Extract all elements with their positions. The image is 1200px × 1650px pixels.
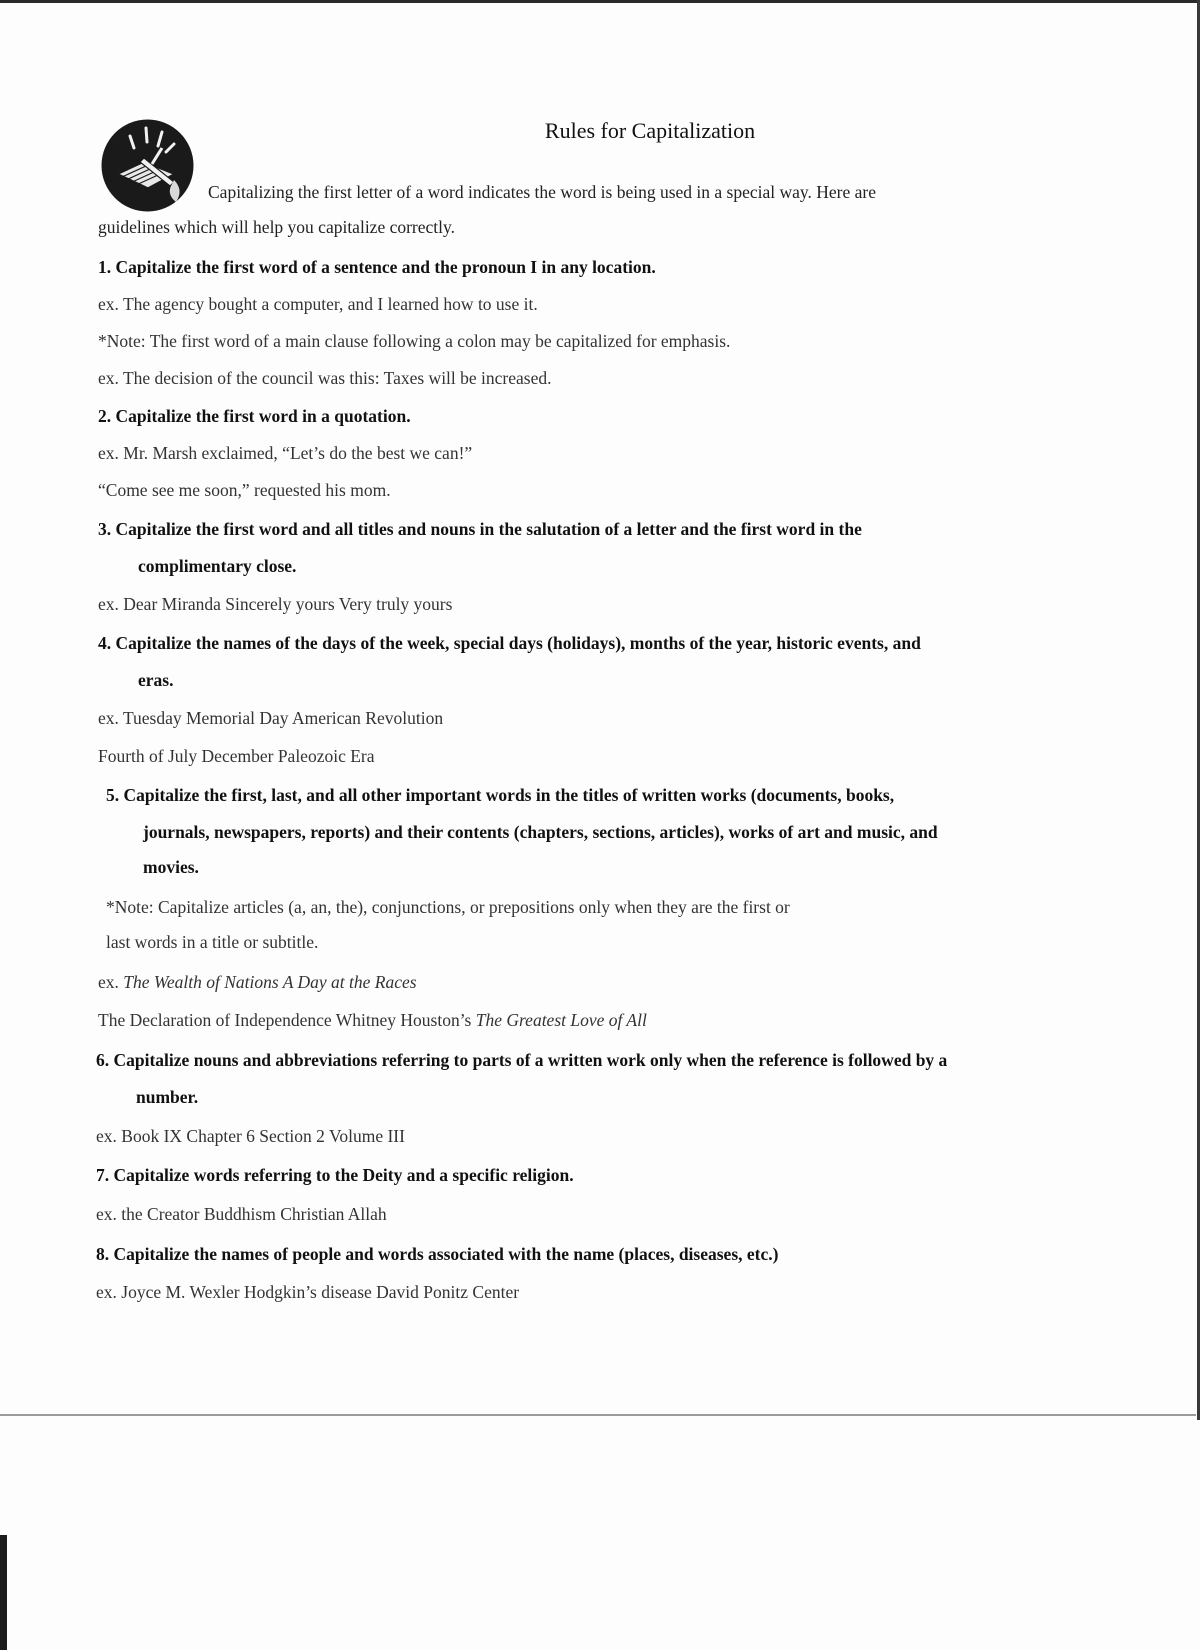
example-italic-song-title: The Greatest Love of All xyxy=(475,1010,647,1030)
rule-1-example: ex. The agency bought a computer, and I learned how to use it. xyxy=(98,294,538,314)
rule-7-example: ex. the Creator Buddhism Christian Allah xyxy=(96,1204,387,1224)
rule-6-example: ex. Book IX Chapter 6 Section 2 Volume III xyxy=(96,1126,405,1146)
rule-2-example: ex. Mr. Marsh exclaimed, “Let’s do the best we can!” xyxy=(98,443,473,463)
rule-5-example-2 xyxy=(98,1010,647,1031)
rule-2-example-2: “Come see me soon,” requested his mom. xyxy=(98,480,391,500)
rule-3-example: ex. Dear Miranda Sincerely yours Very truly yours xyxy=(98,594,453,614)
rule-4-line1: 4. Capitalize the names of the days of the week, special days (holidays), months of the year, historic events, and xyxy=(98,633,921,653)
rule-8: 8. Capitalize the names of people and words associated with the name (places, diseases, etc.) xyxy=(96,1244,779,1264)
rule-8-example: ex. Joyce M. Wexler Hodgkin’s disease David Ponitz Center xyxy=(96,1282,520,1302)
writing-hand-icon xyxy=(100,118,195,213)
document-title: Rules for Capitalization xyxy=(544,118,756,143)
rule-5-example xyxy=(98,972,417,993)
example-italic-titles: The Wealth of Nations A Day at the Races xyxy=(123,972,417,992)
rule-3-line2: complimentary close. xyxy=(138,556,297,576)
rule-7: 7. Capitalize words referring to the Deity and a specific religion. xyxy=(96,1165,574,1185)
scan-edge-left-bar xyxy=(0,1535,7,1650)
rule-6-line1: 6. Capitalize nouns and abbreviations referring to parts of a written work only when the reference is followed by a xyxy=(96,1050,948,1070)
scan-edge-top xyxy=(0,0,1200,3)
scan-edge-bottom xyxy=(0,1414,1196,1416)
example-prefix: ex. xyxy=(98,972,119,992)
rule-6-line2: number. xyxy=(136,1087,199,1107)
rule-5-note-line1: *Note: Capitalize articles (a, an, the), conjunctions, or prepositions only when they are the first or xyxy=(106,897,790,917)
intro-text-line1: Capitalizing the first letter of a word indicates the word is being used in a special way. Here are xyxy=(208,182,877,202)
rule-4-example-2: Fourth of July December Paleozoic Era xyxy=(98,746,375,766)
rule-3-line1: 3. Capitalize the first word and all titles and nouns in the salutation of a letter and the first word in the xyxy=(98,519,862,539)
rule-5-line3: movies. xyxy=(143,857,199,877)
rule-1: 1. Capitalize the first word of a sentence and the pronoun I in any location. xyxy=(98,257,656,277)
rule-5-note-line2: last words in a title or subtitle. xyxy=(106,932,319,952)
rule-2: 2. Capitalize the first word in a quotation. xyxy=(98,406,411,426)
example-plain-titles: The Declaration of Independence Whitney Houston’s xyxy=(98,1010,472,1030)
intro-text-line2: guidelines which will help you capitalize correctly. xyxy=(98,217,456,237)
rule-4-line2: eras. xyxy=(138,670,174,690)
rule-1-note: *Note: The first word of a main clause following a colon may be capitalized for emphasis. xyxy=(98,331,731,351)
rule-4-example: ex. Tuesday Memorial Day American Revolution xyxy=(98,708,444,728)
rule-5-line2: journals, newspapers, reports) and their contents (chapters, sections, articles), works of art and music, and xyxy=(143,822,938,842)
rule-5-line1: 5. Capitalize the first, last, and all other important words in the titles of written works (documents, books, xyxy=(106,785,895,805)
rule-1-example-2: ex. The decision of the council was this: Taxes will be increased. xyxy=(98,368,552,388)
